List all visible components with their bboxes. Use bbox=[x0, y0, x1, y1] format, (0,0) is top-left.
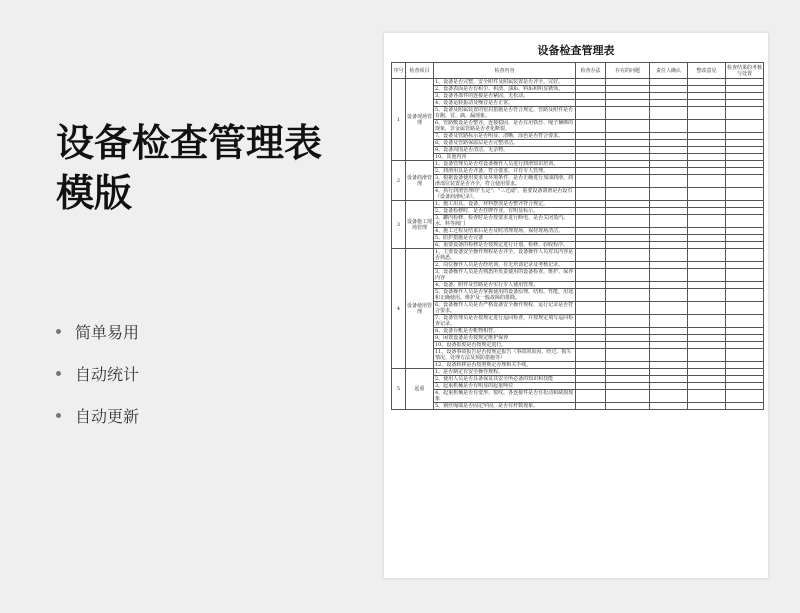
problem-cell[interactable] bbox=[606, 282, 650, 289]
bullet-icon bbox=[56, 329, 61, 334]
advice-cell[interactable] bbox=[688, 154, 726, 161]
page-title-line-1: 设备检查管理表 bbox=[56, 121, 323, 165]
method-cell[interactable] bbox=[576, 390, 606, 403]
method-cell[interactable] bbox=[576, 369, 606, 376]
advice-cell[interactable] bbox=[688, 201, 726, 208]
check-content: 1、设备管理员是否对设备操作人员进行润滑知识培训。 bbox=[434, 161, 576, 168]
table-row bbox=[392, 208, 764, 215]
group-item: 设备润滑管理 bbox=[406, 161, 434, 201]
owner-cell[interactable] bbox=[650, 282, 688, 289]
advice-cell[interactable] bbox=[688, 188, 726, 201]
advice-cell[interactable] bbox=[688, 369, 726, 376]
problem-cell[interactable] bbox=[606, 262, 650, 269]
result-cell[interactable] bbox=[726, 79, 764, 86]
owner-cell[interactable] bbox=[650, 376, 688, 383]
check-content: 2、设备检修时，是否挂牌作业，有明显标示。 bbox=[434, 208, 576, 215]
table-row bbox=[392, 168, 764, 175]
method-cell[interactable] bbox=[576, 161, 606, 168]
owner-cell[interactable] bbox=[650, 175, 688, 188]
table-row bbox=[392, 335, 764, 342]
result-cell[interactable] bbox=[726, 107, 764, 120]
group-item: 设备使用管理 bbox=[406, 249, 434, 369]
table-row bbox=[392, 107, 764, 120]
problem-cell[interactable] bbox=[606, 215, 650, 228]
result-cell[interactable] bbox=[726, 403, 764, 410]
owner-cell[interactable] bbox=[650, 383, 688, 390]
advice-cell[interactable] bbox=[688, 403, 726, 410]
result-cell[interactable] bbox=[726, 302, 764, 315]
problem-cell[interactable] bbox=[606, 269, 650, 282]
table-row bbox=[392, 242, 764, 249]
problem-cell[interactable] bbox=[606, 228, 650, 235]
advice-cell[interactable] bbox=[688, 262, 726, 269]
table-header-row bbox=[392, 63, 764, 79]
feature-list bbox=[56, 310, 139, 436]
owner-cell[interactable] bbox=[650, 168, 688, 175]
problem-cell[interactable] bbox=[606, 201, 650, 208]
method-cell[interactable] bbox=[576, 228, 606, 235]
check-content: 4、设备运转振动及噪音是否正常。 bbox=[434, 100, 576, 107]
problem-cell[interactable] bbox=[606, 133, 650, 140]
owner-cell[interactable] bbox=[650, 235, 688, 242]
result-cell[interactable] bbox=[726, 140, 764, 147]
group-number: 3 bbox=[392, 201, 406, 249]
result-cell[interactable] bbox=[726, 208, 764, 215]
problem-cell[interactable] bbox=[606, 369, 650, 376]
table-row bbox=[392, 79, 764, 86]
result-cell[interactable] bbox=[726, 376, 764, 383]
table-row bbox=[392, 369, 764, 376]
table-row bbox=[392, 140, 764, 147]
owner-cell[interactable] bbox=[650, 362, 688, 369]
owner-cell[interactable] bbox=[650, 79, 688, 86]
problem-cell[interactable] bbox=[606, 154, 650, 161]
advice-cell[interactable] bbox=[688, 93, 726, 100]
result-cell[interactable] bbox=[726, 328, 764, 335]
result-cell[interactable] bbox=[726, 175, 764, 188]
advice-cell[interactable] bbox=[688, 228, 726, 235]
method-cell[interactable] bbox=[576, 107, 606, 120]
problem-cell[interactable] bbox=[606, 86, 650, 93]
problem-cell[interactable] bbox=[606, 349, 650, 362]
feature-item bbox=[56, 394, 139, 436]
result-cell[interactable] bbox=[726, 120, 764, 133]
check-content: 4、设备、附件及管路是否实行专人使用管理。 bbox=[434, 282, 576, 289]
table-row bbox=[392, 403, 764, 410]
check-content: 9、闲置设备是否按规定维护保养 bbox=[434, 335, 576, 342]
table-row bbox=[392, 147, 764, 154]
check-content: 7、设备及管路标示是否明显、清晰，涂色是否符合要求。 bbox=[434, 133, 576, 140]
problem-cell[interactable] bbox=[606, 188, 650, 201]
group-item: 起重 bbox=[406, 369, 434, 410]
problem-cell[interactable] bbox=[606, 362, 650, 369]
owner-cell[interactable] bbox=[650, 140, 688, 147]
problem-cell[interactable] bbox=[606, 107, 650, 120]
result-cell[interactable] bbox=[726, 161, 764, 168]
method-cell[interactable] bbox=[576, 188, 606, 201]
table-row bbox=[392, 161, 764, 168]
check-content: 3、根据设备使用要求及环境条件，是否正确进行加油润滑，润滑部位装置是否齐全，符合使用要求。 bbox=[434, 175, 576, 188]
owner-cell[interactable] bbox=[650, 86, 688, 93]
problem-cell[interactable] bbox=[606, 235, 650, 242]
method-cell[interactable] bbox=[576, 201, 606, 208]
result-cell[interactable] bbox=[726, 133, 764, 140]
owner-cell[interactable] bbox=[650, 161, 688, 168]
result-cell[interactable] bbox=[726, 100, 764, 107]
table-row bbox=[392, 249, 764, 262]
result-cell[interactable] bbox=[726, 188, 764, 201]
advice-cell[interactable] bbox=[688, 175, 726, 188]
method-cell[interactable] bbox=[576, 349, 606, 362]
sheet-title: 设备检查管理表 bbox=[537, 44, 615, 57]
table-row bbox=[392, 342, 764, 349]
inspection-table bbox=[391, 62, 764, 410]
owner-cell[interactable] bbox=[650, 93, 688, 100]
check-content: 1、是否制定有安全操作规程。 bbox=[434, 369, 576, 376]
result-cell[interactable] bbox=[726, 201, 764, 208]
result-cell[interactable] bbox=[726, 369, 764, 376]
problem-cell[interactable] bbox=[606, 328, 650, 335]
table-row bbox=[392, 154, 764, 161]
owner-cell[interactable] bbox=[650, 120, 688, 133]
table-row bbox=[392, 289, 764, 302]
owner-cell[interactable] bbox=[650, 133, 688, 140]
check-content: 4、施工过程及结束后是否及时清理现场，保持现场清洁。 bbox=[434, 228, 576, 235]
bullet-icon bbox=[56, 413, 61, 418]
check-content: 3、设备操作人员是否熟悉所负责使用的设备检查、维护、保养内容 bbox=[434, 269, 576, 282]
group-item: 设备施工现场管理 bbox=[406, 201, 434, 249]
result-cell[interactable] bbox=[726, 390, 764, 403]
result-cell[interactable] bbox=[726, 342, 764, 349]
advice-cell[interactable] bbox=[688, 376, 726, 383]
result-cell[interactable] bbox=[726, 147, 764, 154]
check-content: 6、重要设备的检修是否按规定进行计划、检修、验收程序。 bbox=[434, 242, 576, 249]
problem-cell[interactable] bbox=[606, 100, 650, 107]
check-content: 3、设备各部件的连接是否紧固，无松动。 bbox=[434, 93, 576, 100]
header-content: 检查内容 bbox=[434, 63, 576, 79]
owner-cell[interactable] bbox=[650, 403, 688, 410]
owner-cell[interactable] bbox=[650, 342, 688, 349]
advice-cell[interactable] bbox=[688, 383, 726, 390]
problem-cell[interactable] bbox=[606, 175, 650, 188]
problem-cell[interactable] bbox=[606, 342, 650, 349]
table-row bbox=[392, 383, 764, 390]
result-cell[interactable] bbox=[726, 335, 764, 342]
owner-cell[interactable] bbox=[650, 154, 688, 161]
group-number: 2 bbox=[392, 161, 406, 201]
group-number: 1 bbox=[392, 79, 406, 161]
method-cell[interactable] bbox=[576, 168, 606, 175]
method-cell[interactable] bbox=[576, 147, 606, 154]
table-row bbox=[392, 390, 764, 403]
result-cell[interactable] bbox=[726, 242, 764, 249]
result-cell[interactable] bbox=[726, 154, 764, 161]
table-row bbox=[392, 262, 764, 269]
result-cell[interactable] bbox=[726, 235, 764, 242]
group-item: 设备现场管理 bbox=[406, 79, 434, 161]
feature-item bbox=[56, 310, 139, 352]
method-cell[interactable] bbox=[576, 86, 606, 93]
owner-cell[interactable] bbox=[650, 215, 688, 228]
method-cell[interactable] bbox=[576, 79, 606, 86]
method-cell[interactable] bbox=[576, 282, 606, 289]
sheet-preview bbox=[384, 33, 768, 578]
table-row bbox=[392, 349, 764, 362]
check-content: 6、管路敷设是否整齐，连接稳固，是否有用铁丝、绳子捆绑的现象，非金属管路是否老化断裂。 bbox=[434, 120, 576, 133]
advice-cell[interactable] bbox=[688, 120, 726, 133]
method-cell[interactable] bbox=[576, 342, 606, 349]
advice-cell[interactable] bbox=[688, 168, 726, 175]
check-content: 9、设备周围是否清洁，无杂物。 bbox=[434, 147, 576, 154]
header-no: 序号 bbox=[392, 63, 406, 79]
table-row bbox=[392, 93, 764, 100]
advice-cell[interactable] bbox=[688, 86, 726, 93]
check-content: 7、设备管理员是否按规定进行巡回检查，并按规定填写巡回检查记录。 bbox=[434, 315, 576, 328]
advice-cell[interactable] bbox=[688, 249, 726, 262]
check-content: 5、设备及附属装置的密封措施是否符合规定，管路及附件是否有跑、冒、滴、漏现象。 bbox=[434, 107, 576, 120]
method-cell[interactable] bbox=[576, 249, 606, 262]
problem-cell[interactable] bbox=[606, 120, 650, 133]
problem-cell[interactable] bbox=[606, 208, 650, 215]
advice-cell[interactable] bbox=[688, 342, 726, 349]
owner-cell[interactable] bbox=[650, 188, 688, 201]
owner-cell[interactable] bbox=[650, 242, 688, 249]
problem-cell[interactable] bbox=[606, 147, 650, 154]
table-row bbox=[392, 133, 764, 140]
header-owner: 责任人确认 bbox=[650, 63, 688, 79]
check-content: 10、其他内容 bbox=[434, 154, 576, 161]
problem-cell[interactable] bbox=[606, 403, 650, 410]
owner-cell[interactable] bbox=[650, 107, 688, 120]
result-cell[interactable] bbox=[726, 168, 764, 175]
result-cell[interactable] bbox=[726, 93, 764, 100]
header-item: 检查项目 bbox=[406, 63, 434, 79]
problem-cell[interactable] bbox=[606, 315, 650, 328]
result-cell[interactable] bbox=[726, 228, 764, 235]
owner-cell[interactable] bbox=[650, 208, 688, 215]
owner-cell[interactable] bbox=[650, 228, 688, 235]
table-row bbox=[392, 328, 764, 335]
advice-cell[interactable] bbox=[688, 335, 726, 342]
check-content: 8、设备台帐是否帐物相符。 bbox=[434, 328, 576, 335]
table-row bbox=[392, 376, 764, 383]
check-content: 6、设备操作人员是否严格设备安全操作规程，运行记录是否符合要求。 bbox=[434, 302, 576, 315]
owner-cell[interactable] bbox=[650, 201, 688, 208]
check-content: 4、起重机械是否有变形、裂纹、各连接件是否有松动和缺损现象 bbox=[434, 390, 576, 403]
table-row bbox=[392, 228, 764, 235]
owner-cell[interactable] bbox=[650, 249, 688, 262]
advice-cell[interactable] bbox=[688, 242, 726, 249]
method-cell[interactable] bbox=[576, 262, 606, 269]
advice-cell[interactable] bbox=[688, 107, 726, 120]
check-content: 2、设备表面是否有积尘、积渣、油垢、料垢和明显锈蚀。 bbox=[434, 86, 576, 93]
method-cell[interactable] bbox=[576, 328, 606, 335]
feature-item bbox=[56, 352, 139, 394]
result-cell[interactable] bbox=[726, 289, 764, 302]
problem-cell[interactable] bbox=[606, 383, 650, 390]
method-cell[interactable] bbox=[576, 315, 606, 328]
problem-cell[interactable] bbox=[606, 79, 650, 86]
table-row bbox=[392, 282, 764, 289]
check-content: 4、执行润滑管理的"五定"、"三过滤"，重要设备润滑是否设有《设备润滑纪录》。 bbox=[434, 188, 576, 201]
advice-cell[interactable] bbox=[688, 215, 726, 228]
advice-cell[interactable] bbox=[688, 79, 726, 86]
advice-cell[interactable] bbox=[688, 390, 726, 403]
advice-cell[interactable] bbox=[688, 315, 726, 328]
advice-cell[interactable] bbox=[688, 147, 726, 154]
check-content: 10、设备报废是否按规定进行。 bbox=[434, 342, 576, 349]
method-cell[interactable] bbox=[576, 269, 606, 282]
problem-cell[interactable] bbox=[606, 161, 650, 168]
header-method: 检查办法 bbox=[576, 63, 606, 79]
method-cell[interactable] bbox=[576, 140, 606, 147]
check-content: 2、岗位操作人员是否经培训，有无培训记录及考核记录。 bbox=[434, 262, 576, 269]
method-cell[interactable] bbox=[576, 235, 606, 242]
result-cell[interactable] bbox=[726, 249, 764, 262]
advice-cell[interactable] bbox=[688, 235, 726, 242]
advice-cell[interactable] bbox=[688, 282, 726, 289]
method-cell[interactable] bbox=[576, 208, 606, 215]
check-content: 5、钢丝绳端是否固定牢固，是否有杆数现象。 bbox=[434, 403, 576, 410]
advice-cell[interactable] bbox=[688, 362, 726, 369]
table-row bbox=[392, 269, 764, 282]
table-row bbox=[392, 86, 764, 93]
page-title-line-2: 模版 bbox=[56, 171, 133, 215]
method-cell[interactable] bbox=[576, 242, 606, 249]
table-row bbox=[392, 302, 764, 315]
problem-cell[interactable] bbox=[606, 140, 650, 147]
result-cell[interactable] bbox=[726, 362, 764, 369]
result-cell[interactable] bbox=[726, 215, 764, 228]
table-row bbox=[392, 120, 764, 133]
method-cell[interactable] bbox=[576, 335, 606, 342]
owner-cell[interactable] bbox=[650, 269, 688, 282]
check-content: 1、设备是否完整，安全附件及附属装置是否齐全，完好。 bbox=[434, 79, 576, 86]
method-cell[interactable] bbox=[576, 403, 606, 410]
owner-cell[interactable] bbox=[650, 369, 688, 376]
page-title bbox=[56, 118, 322, 218]
table-row bbox=[392, 100, 764, 107]
owner-cell[interactable] bbox=[650, 289, 688, 302]
feature-label: 自动更新 bbox=[75, 406, 140, 426]
feature-label: 简单易用 bbox=[75, 322, 140, 342]
table-row bbox=[392, 315, 764, 328]
advice-cell[interactable] bbox=[688, 349, 726, 362]
result-cell[interactable] bbox=[726, 383, 764, 390]
problem-cell[interactable] bbox=[606, 335, 650, 342]
table-row bbox=[392, 362, 764, 369]
advice-cell[interactable] bbox=[688, 289, 726, 302]
advice-cell[interactable] bbox=[688, 161, 726, 168]
advice-cell[interactable] bbox=[688, 100, 726, 107]
check-content: 1、主要设备安全操作规程是否齐全，设备操作人员对其内容是否熟悉。 bbox=[434, 249, 576, 262]
bullet-icon bbox=[56, 371, 61, 376]
group-number: 4 bbox=[392, 249, 406, 369]
check-content: 5、设备操作人员是否掌握使用的设备原理、结构、性能，用途和正确使用、维护及一般故障的排除。 bbox=[434, 289, 576, 302]
owner-cell[interactable] bbox=[650, 262, 688, 269]
check-content: 2、润滑用具是否齐备，符合要求，并有专人管理。 bbox=[434, 168, 576, 175]
advice-cell[interactable] bbox=[688, 328, 726, 335]
method-cell[interactable] bbox=[576, 289, 606, 302]
method-cell[interactable] bbox=[576, 302, 606, 315]
method-cell[interactable] bbox=[576, 100, 606, 107]
group-number: 5 bbox=[392, 369, 406, 410]
result-cell[interactable] bbox=[726, 86, 764, 93]
method-cell[interactable] bbox=[576, 376, 606, 383]
owner-cell[interactable] bbox=[650, 328, 688, 335]
check-content: 2、使用人员是否具备保证其安全所必备的知识和技能 bbox=[434, 376, 576, 383]
check-content: 3、起重机械是否有明显的起重吨位 bbox=[434, 383, 576, 390]
problem-cell[interactable] bbox=[606, 289, 650, 302]
table-row bbox=[392, 235, 764, 242]
table-row bbox=[392, 175, 764, 188]
table-row bbox=[392, 201, 764, 208]
check-content: 3、罐内检修、检查时是否按要求进行断电、是否关闭蒸汽、水、料等阀门 bbox=[434, 215, 576, 228]
problem-cell[interactable] bbox=[606, 242, 650, 249]
header-advice: 整改意见 bbox=[688, 63, 726, 79]
method-cell[interactable] bbox=[576, 120, 606, 133]
check-content: 5、防护措施是否完备 bbox=[434, 235, 576, 242]
check-content: 11、设备事故报告是否按规定报告（事故的原因、经过、损失情况、处理方法及预防措施等） bbox=[434, 349, 576, 362]
advice-cell[interactable] bbox=[688, 140, 726, 147]
advice-cell[interactable] bbox=[688, 302, 726, 315]
header-problem: 存在的问题 bbox=[606, 63, 650, 79]
result-cell[interactable] bbox=[726, 349, 764, 362]
table-body bbox=[392, 79, 764, 410]
method-cell[interactable] bbox=[576, 154, 606, 161]
method-cell[interactable] bbox=[576, 383, 606, 390]
table-row bbox=[392, 215, 764, 228]
method-cell[interactable] bbox=[576, 133, 606, 140]
owner-cell[interactable] bbox=[650, 335, 688, 342]
result-cell[interactable] bbox=[726, 315, 764, 328]
problem-cell[interactable] bbox=[606, 249, 650, 262]
check-content: 1、施工用具、设备、材料摆放是否整齐符合规定。 bbox=[434, 201, 576, 208]
advice-cell[interactable] bbox=[688, 208, 726, 215]
method-cell[interactable] bbox=[576, 175, 606, 188]
method-cell[interactable] bbox=[576, 93, 606, 100]
feature-label: 自动统计 bbox=[75, 364, 140, 384]
check-content: 8、设备及管路保温层是否完整清洁。 bbox=[434, 140, 576, 147]
problem-cell[interactable] bbox=[606, 302, 650, 315]
method-cell[interactable] bbox=[576, 215, 606, 228]
result-cell[interactable] bbox=[726, 282, 764, 289]
problem-cell[interactable] bbox=[606, 376, 650, 383]
owner-cell[interactable] bbox=[650, 349, 688, 362]
problem-cell[interactable] bbox=[606, 390, 650, 403]
table-row bbox=[392, 188, 764, 201]
owner-cell[interactable] bbox=[650, 302, 688, 315]
check-content: 12、设备转移是否按照规定办理相关手续。 bbox=[434, 362, 576, 369]
header-result: 检查结果的考核与处置 bbox=[727, 64, 763, 77]
owner-cell[interactable] bbox=[650, 390, 688, 403]
advice-cell[interactable] bbox=[688, 133, 726, 140]
result-cell[interactable] bbox=[726, 269, 764, 282]
method-cell[interactable] bbox=[576, 362, 606, 369]
result-cell[interactable] bbox=[726, 262, 764, 269]
owner-cell[interactable] bbox=[650, 315, 688, 328]
advice-cell[interactable] bbox=[688, 269, 726, 282]
problem-cell[interactable] bbox=[606, 168, 650, 175]
owner-cell[interactable] bbox=[650, 100, 688, 107]
problem-cell[interactable] bbox=[606, 93, 650, 100]
owner-cell[interactable] bbox=[650, 147, 688, 154]
